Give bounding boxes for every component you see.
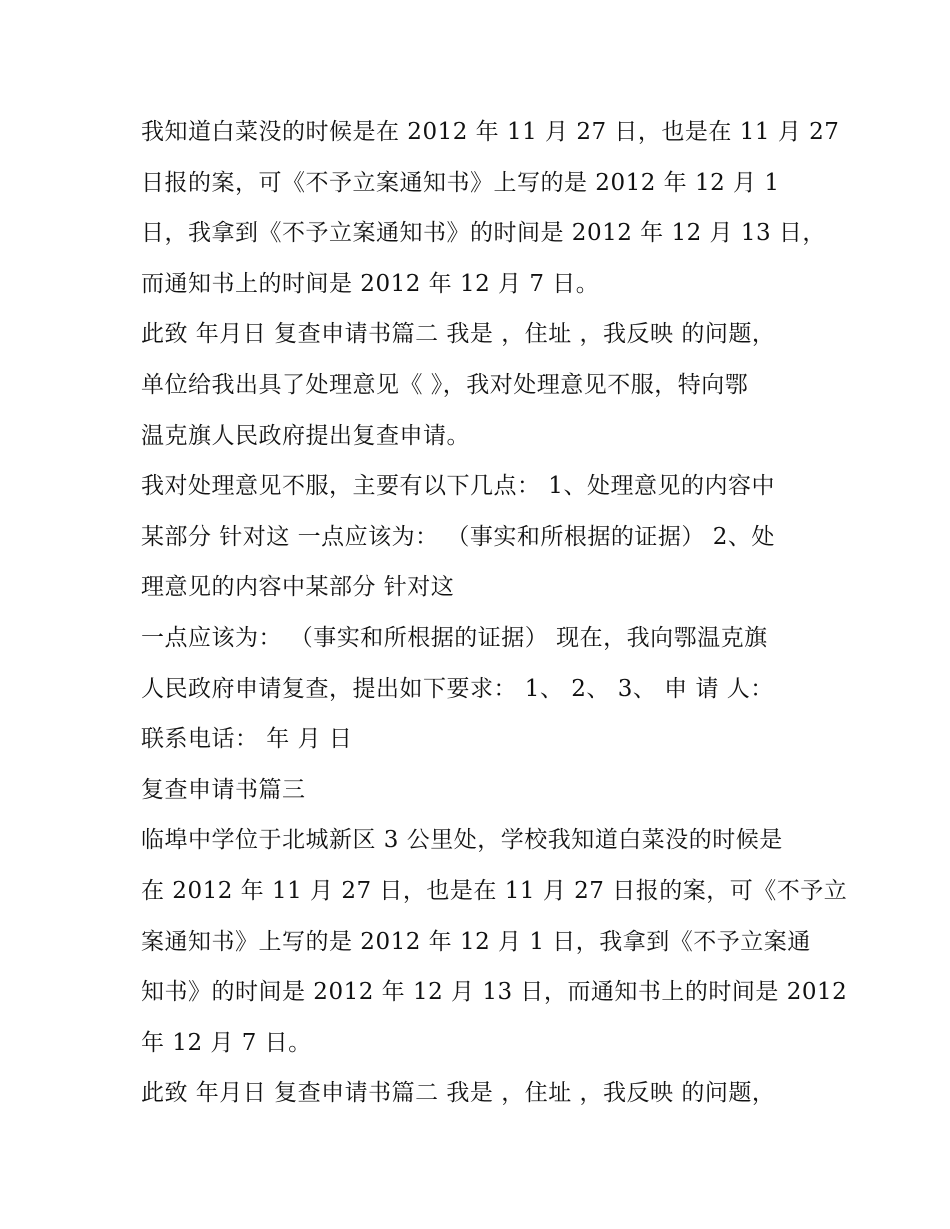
text-line: 年 12 月 7 日。 [141,1029,312,1056]
text-line: 一点应该为： （事实和所根据的证据） 现在，我向鄂温克旗 [141,624,768,651]
text-line: 日，我拿到《不予立案通知书》的时间是 2012 年 12 月 13 日， [141,220,826,247]
text-line: 理意见的内容中某部分 针对这 [141,574,455,601]
text-line: 在 2012 年 11 月 27 日，也是在 11 月 27 日报的案，可《不予立 [141,877,848,904]
text-line: 温克旗人民政府提出复查申请。 [141,422,470,449]
text-line: 知书》的时间是 2012 年 12 月 13 日，而通知书上的时间是 2012 [141,979,848,1006]
text-line: 案通知书》上写的是 2012 年 12 月 1 日，我拿到《不予立案通 [141,928,811,955]
text-line: 日报的案，可《不予立案通知书》上写的是 2012 年 12 月 1 [141,169,780,196]
text-line: 临埠中学位于北城新区 3 公里处，学校我知道白菜没的时候是 [141,827,783,854]
text-line: 联系电话： 年 月 日 [141,726,353,753]
text-line: 而通知书上的时间是 2012 年 12 月 7 日。 [141,270,600,297]
text-line: 某部分 针对这 一点应该为： （事实和所根据的证据） 2、处 [141,523,775,550]
text-line: 人民政府申请复查，提出如下要求： 1、 2、 3、 申 请 人： [141,675,774,702]
text-line: 我知道白菜没的时候是在 2012 年 11 月 27 日，也是在 11 月 27 [141,119,840,145]
text-line: 我对处理意见不服，主要有以下几点： 1、处理意见的内容中 [141,473,775,500]
document-body [141,107,848,1119]
section-heading: 复查申请书篇三 [141,776,306,803]
text-line: 此致 年月日 复查申请书篇二 我是 ，住址 ，我反映 的问题， [141,1080,776,1107]
text-line: 单位给我出具了处理意见《 》，我对处理意见不服，特向鄂 [141,371,749,398]
text-line: 此致 年月日 复查申请书篇二 我是 ，住址 ，我反映 的问题， [141,321,776,348]
